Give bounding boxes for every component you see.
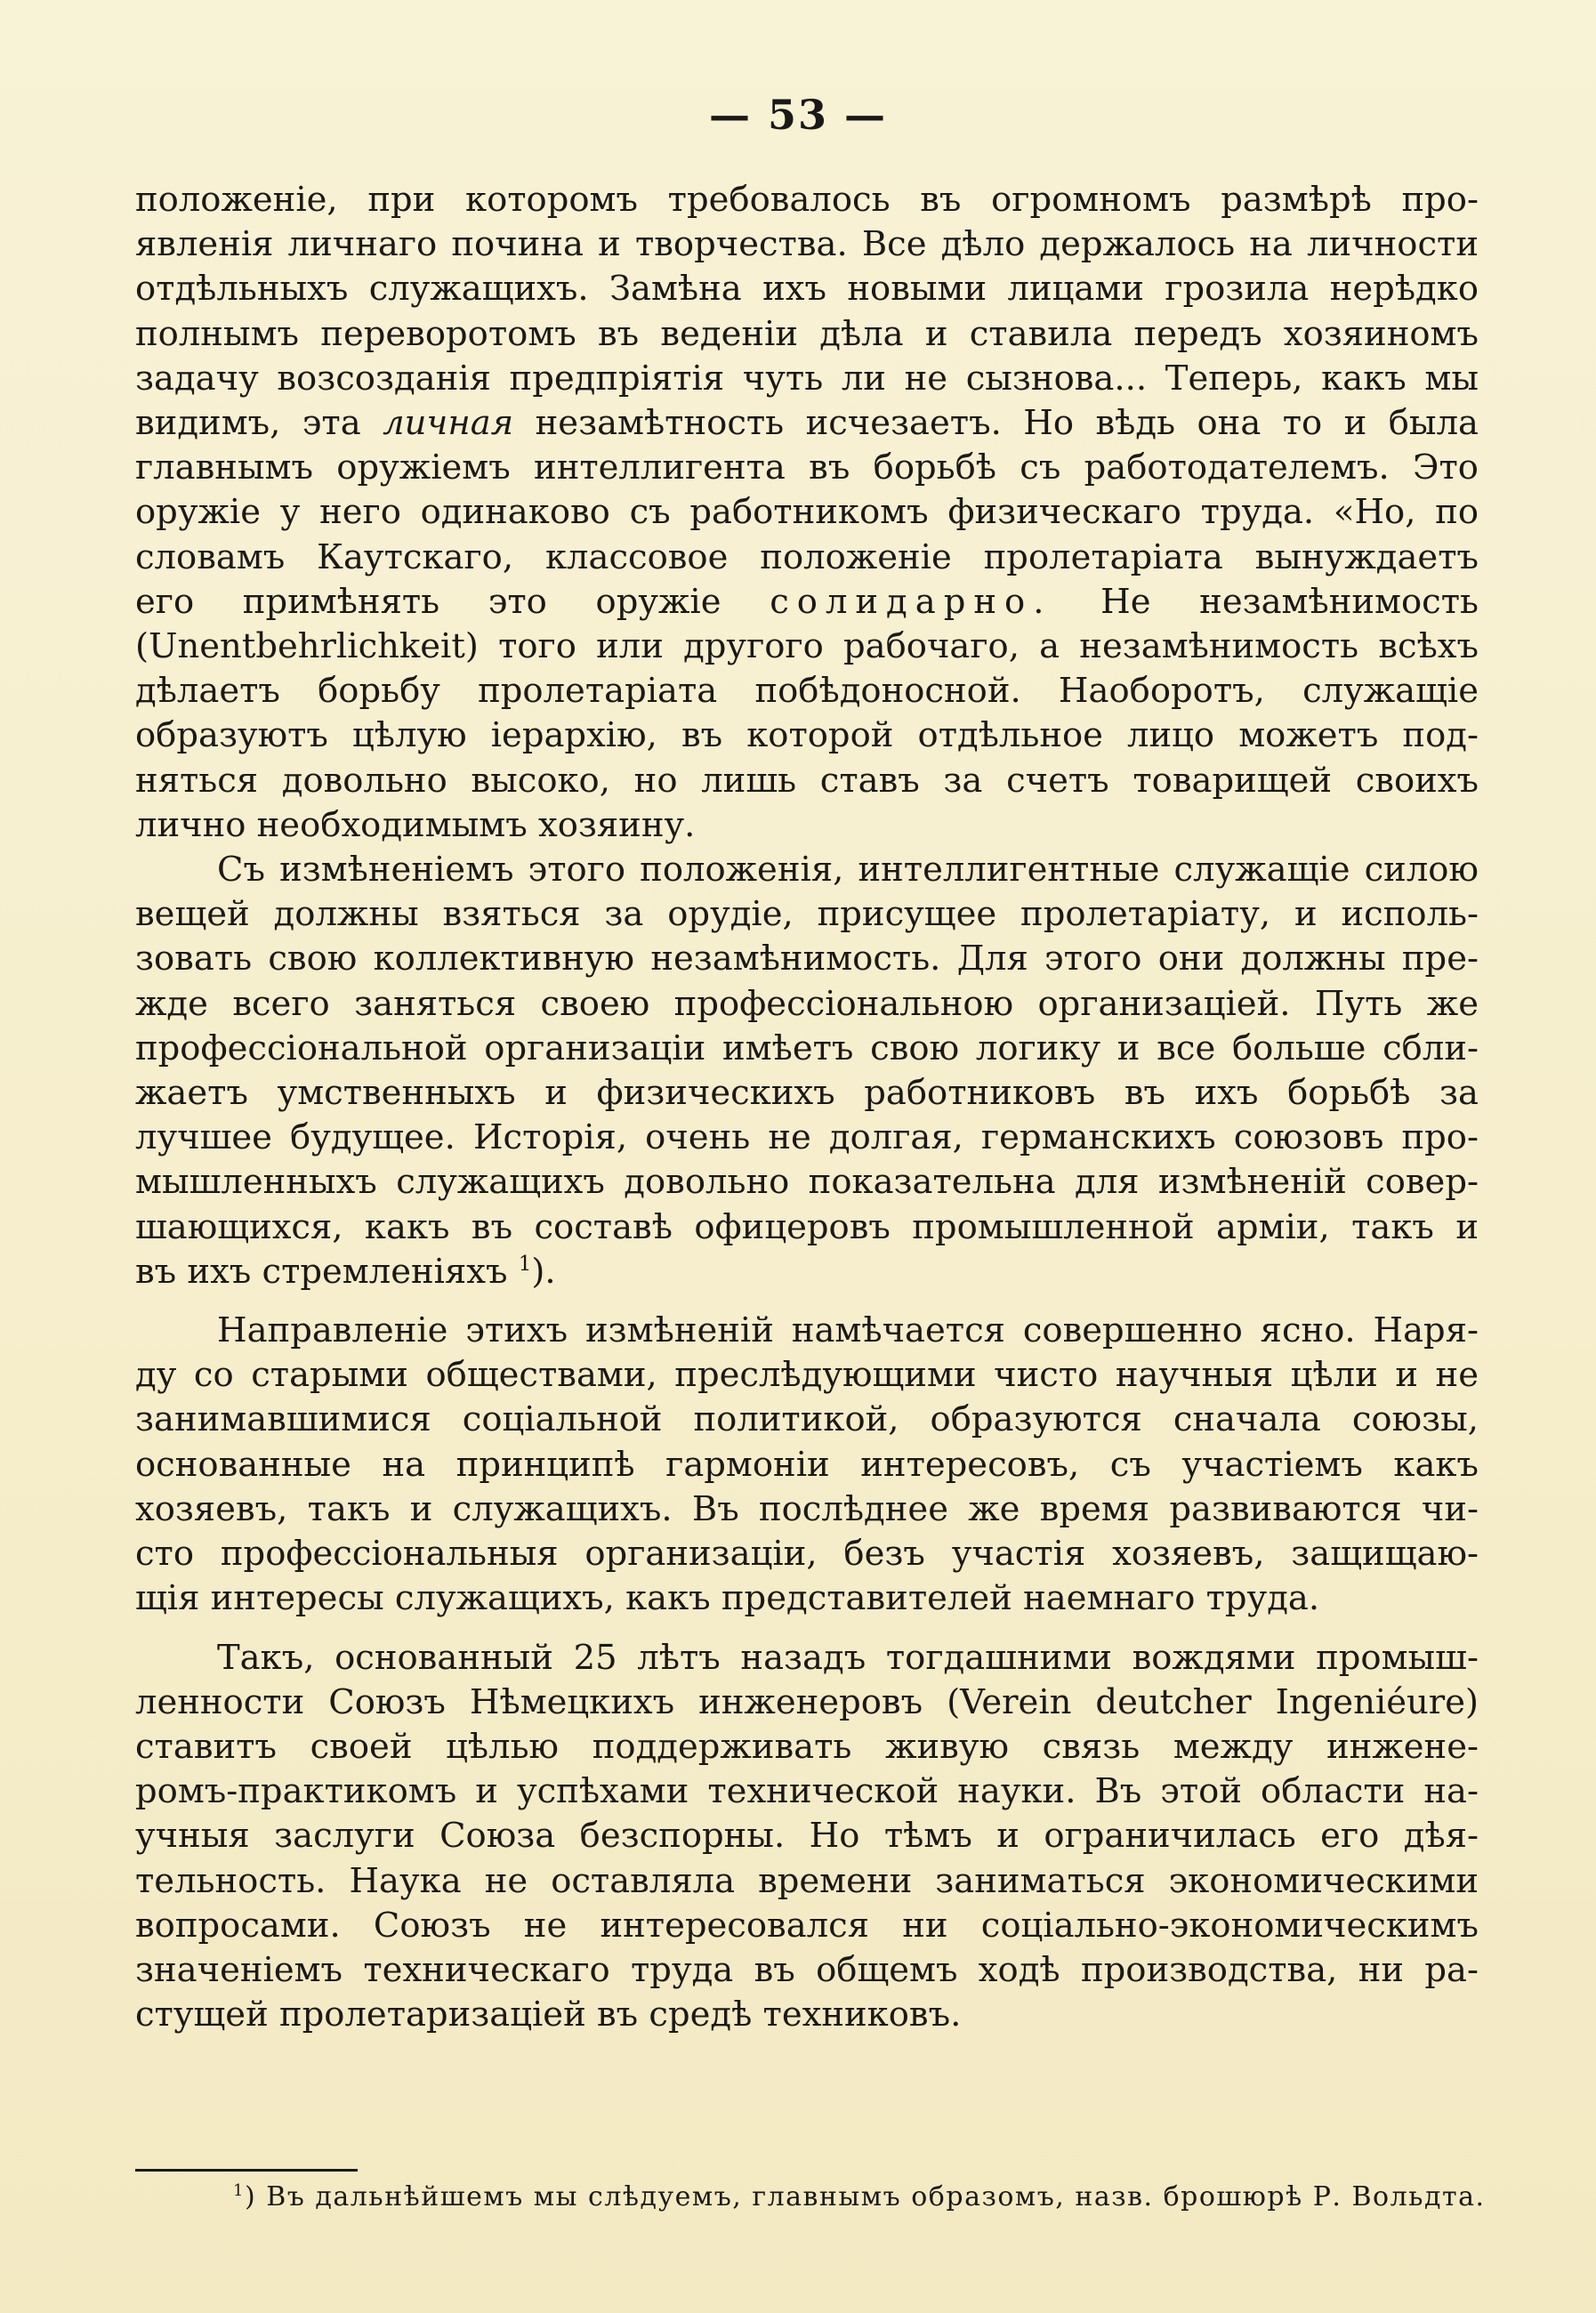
paragraph-3 [135,1309,1479,1621]
text-line: основанные на принципѣ гармоніи интересовъ, съ участіемъ какъ [135,1444,1479,1485]
page-body [135,178,1479,2037]
text-line: Такъ, основанный 25 лѣтъ назадъ тогдашними вождями промыш- [217,1637,1479,1678]
text-line: отдѣльныхъ служащихъ. Замѣна ихъ новыми лицами грозила нерѣдко [135,269,1479,310]
text-span: того или другого рабочаго, а незамѣнимость всѣхъ [478,626,1479,667]
footnote-mark: 1 [233,2181,245,2200]
spaced-emphasis: солидарно. [770,581,1052,622]
text-line: главнымъ оружіемъ интеллигента въ борьбѣ съ работодателемъ. Это [135,447,1479,488]
text-line: положеніе, при которомъ требовалось въ огромномъ размѣрѣ про- [135,180,1479,220]
text-line: занимавшимися соціальной политикой, образуются сначала союзы, [135,1399,1479,1440]
text-line: образуютъ цѣлую іерархію, въ которой отдѣльное лицо можетъ под- [135,715,1479,756]
text-line [135,1250,1479,1294]
text-span: видимъ, эта [135,403,383,444]
text-span: ленности Союзъ Нѣмецкихъ инженеровъ [135,1681,947,1722]
text-span: незамѣтность исчезаетъ. Но вѣдь она то и была [513,403,1479,444]
text-line: Съ измѣненіемъ этого положенія, интеллигентные служащіе силою [217,850,1479,891]
text-line: словамъ Каутскаго, классовое положеніе пролетаріата вынуждаетъ [135,536,1479,577]
text-line: стущей пролетаризаціей въ средѣ техниковъ. [135,1995,962,2035]
page-number: — 53 — [708,91,888,139]
text-line [135,1680,1479,1725]
german-term: (Unentbehrlichkeit) [135,626,479,667]
text-line: явленія личнаго почина и творчества. Все дѣло держалось на личности [135,224,1479,265]
paragraph-2 [135,848,1479,1294]
text-span: ). [531,1251,556,1292]
text-line: задачу возсозданія предпріятія чуть ли не сызнова... Теперь, какъ мы [135,358,1479,399]
text-line: лично необходимымъ хозяину. [135,804,696,845]
text-line: оружіе у него одинаково съ работникомъ физическаго труда. «Но, по [135,492,1479,533]
text-line: шающихся, какъ въ составѣ офицеровъ промышленной арміи, такъ и [135,1206,1479,1247]
text-line: щія интересы служащихъ, какъ представителей наемнаго труда. [135,1578,1320,1619]
text-span: Не незамѣнимость [1052,581,1479,622]
text-line: мышленныхъ служащихъ довольно показательна для измѣненій совер- [135,1162,1479,1203]
text-line: няться довольно высоко, но лишь ставъ за счетъ товарищей своихъ [135,760,1479,801]
text-line: учныя заслуги Союза безспорны. Но тѣмъ и ограничилась его дѣя- [135,1816,1479,1857]
text-line: Направленіе этихъ измѣненій намѣчается совершенно ясно. Наря- [217,1310,1479,1351]
text-span: въ ихъ стремленіяхъ [135,1251,519,1292]
text-line [135,625,1479,669]
text-line: дѣлаетъ борьбу пролетаріата побѣдоносной. Наоборотъ, служащіе [135,671,1479,712]
footnote-divider [135,2169,358,2172]
italic-emphasis: личная [383,403,514,444]
text-line: значеніемъ техническаго труда въ общемъ ходѣ производства, ни ра- [135,1949,1479,1990]
text-line: жде всего заняться своею профессіональною организаціей. Путь же [135,983,1479,1024]
text-line: ставитъ своей цѣлью поддерживать живую связь между инжене- [135,1726,1479,1767]
text-span: его примѣнять это оружіе [135,581,770,622]
text-line: вопросами. Союзъ не интересовался ни соціально-экономическимъ [135,1905,1479,1946]
text-line: жаетъ умственныхъ и физическихъ работниковъ въ ихъ борьбѣ за [135,1073,1479,1114]
text-line: профессіональной организаціи имѣетъ свою логику и все больше сбли- [135,1028,1479,1068]
text-line: хозяевъ, такъ и служащихъ. Въ послѣднее же время развиваются чи- [135,1488,1479,1529]
paragraph-1 [135,178,1479,848]
footnote-reference[interactable]: 1 [518,1253,532,1277]
footnote-text: ) Въ дальнѣйшемъ мы слѣдуемъ, главнымъ образомъ, назв. брошюрѣ Р. Вольдта. [244,2181,1486,2212]
text-line: полнымъ переворотомъ въ веденіи дѣла и ставила передъ хозяиномъ [135,313,1479,354]
text-line: ду со старыми обществами, преслѣдующими чисто научныя цѣли и не [135,1355,1479,1396]
text-line [135,401,1479,446]
footnote [233,2181,1486,2212]
text-line: вещей должны взяться за орудіе, присущее пролетаріату, и исполь- [135,894,1479,935]
german-term: (Verein deutcher Ingeniéure) [947,1681,1479,1722]
text-line: лучшее будущее. Исторія, очень не долгая, германскихъ союзовъ про- [135,1117,1479,1158]
paragraph-4 [135,1636,1479,2038]
text-line [135,580,1479,625]
text-line: ромъ-практикомъ и успѣхами технической науки. Въ этой области на- [135,1771,1479,1812]
text-line: сто профессіональныя организаціи, безъ участія хозяевъ, защищаю- [135,1534,1479,1575]
text-line: зовать свою коллективную незамѣнимость. Для этого они должны пре- [135,939,1479,979]
text-line: тельность. Наука не оставляла времени заниматься экономическими [135,1860,1479,1901]
